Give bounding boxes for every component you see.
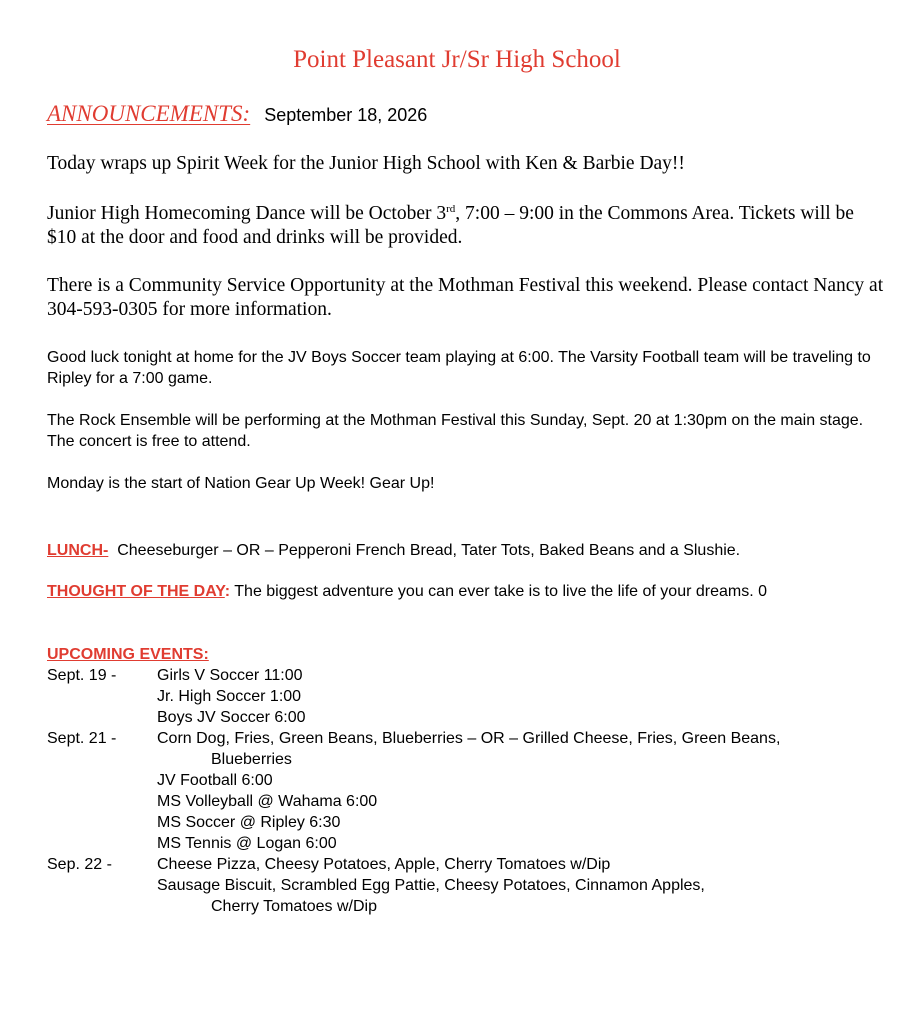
spirit-week-paragraph: Today wraps up Spirit Week for the Junior High School with Ken & Barbie Day!! [47, 153, 685, 174]
homecoming-dance-paragraph [47, 202, 887, 250]
upcoming-events-list [47, 665, 887, 917]
event-row [47, 728, 887, 749]
event-text: MS Soccer @ Ripley 6:30 [157, 814, 341, 831]
event-text: Sausage Biscuit, Scrambled Egg Pattie, Cheesy Potatoes, Cinnamon Apples, [157, 877, 705, 894]
lunch-paragraph [47, 540, 877, 561]
thought-paragraph [47, 581, 877, 602]
event-date: Sept. 19 - [47, 667, 117, 684]
sports-paragraph: Good luck tonight at home for the JV Boys Soccer team playing at 6:00. The Varsity Football team will be traveling to Ripley for a 7:00 game. [47, 349, 871, 387]
event-text-continued: Cherry Tomatoes w/Dip [211, 898, 377, 915]
event-row [47, 812, 887, 833]
event-row [47, 896, 887, 917]
event-row [47, 791, 887, 812]
event-text: Boys JV Soccer 6:00 [157, 709, 306, 726]
event-text: Corn Dog, Fries, Green Beans, Blueberries – OR – Grilled Cheese, Fries, Green Beans, [157, 730, 781, 747]
upcoming-events-label-row [47, 644, 877, 665]
upcoming-events-label: UPCOMING EVENTS: [47, 646, 209, 663]
thought-text: The biggest adventure you can ever take is to live the life of your dreams. 0 [234, 583, 767, 600]
thought-colon: : [224, 583, 231, 600]
event-row [47, 875, 887, 896]
announcements-header [47, 101, 427, 127]
announcement-date: September 18, 2026 [264, 105, 428, 125]
rock-ensemble-paragraph: The Rock Ensemble will be performing at the Mothman Festival this Sunday, Sept. 20 at 1:30pm on the main stage. The concert is free to attend. [47, 412, 864, 450]
event-text: Cheese Pizza, Cheesy Potatoes, Apple, Cherry Tomatoes w/Dip [157, 856, 611, 873]
event-text: JV Football 6:00 [157, 772, 273, 789]
event-text: Jr. High Soccer 1:00 [157, 688, 302, 705]
event-row [47, 665, 887, 686]
gear-up-paragraph: Monday is the start of Nation Gear Up Week! Gear Up! [47, 475, 435, 492]
dance-text-end: , 7:00 – 9:00 in the Commons Area. Tickets will be $10 at the door and food and drinks will be provided. [47, 203, 854, 248]
event-text-continued: Blueberries [211, 751, 292, 768]
school-title: Point Pleasant Jr/Sr High School [293, 46, 621, 73]
ordinal-suffix: rd [446, 203, 456, 215]
event-date: Sept. 21 - [47, 730, 117, 747]
dance-text-start: Junior High Homecoming Dance will be October 3 [47, 203, 447, 224]
event-row [47, 770, 887, 791]
event-row [47, 749, 887, 770]
thought-label: THOUGHT OF THE DAY [47, 583, 225, 600]
event-text: MS Volleyball @ Wahama 6:00 [157, 793, 378, 810]
lunch-label: LUNCH- [47, 542, 109, 559]
event-date: Sep. 22 - [47, 856, 112, 873]
event-row [47, 707, 887, 728]
event-text: Girls V Soccer 11:00 [157, 667, 303, 684]
event-row [47, 833, 887, 854]
event-row [47, 686, 887, 707]
community-service-paragraph: There is a Community Service Opportunity at the Mothman Festival this weekend. Please contact Nancy at 304-593-0305 for more information. [47, 275, 884, 320]
lunch-menu: Cheeseburger – OR – Pepperoni French Bread, Tater Tots, Baked Beans and a Slushie. [117, 542, 741, 559]
announcements-heading: ANNOUNCEMENTS: [47, 101, 251, 126]
event-row [47, 854, 887, 875]
event-text: MS Tennis @ Logan 6:00 [157, 835, 337, 852]
